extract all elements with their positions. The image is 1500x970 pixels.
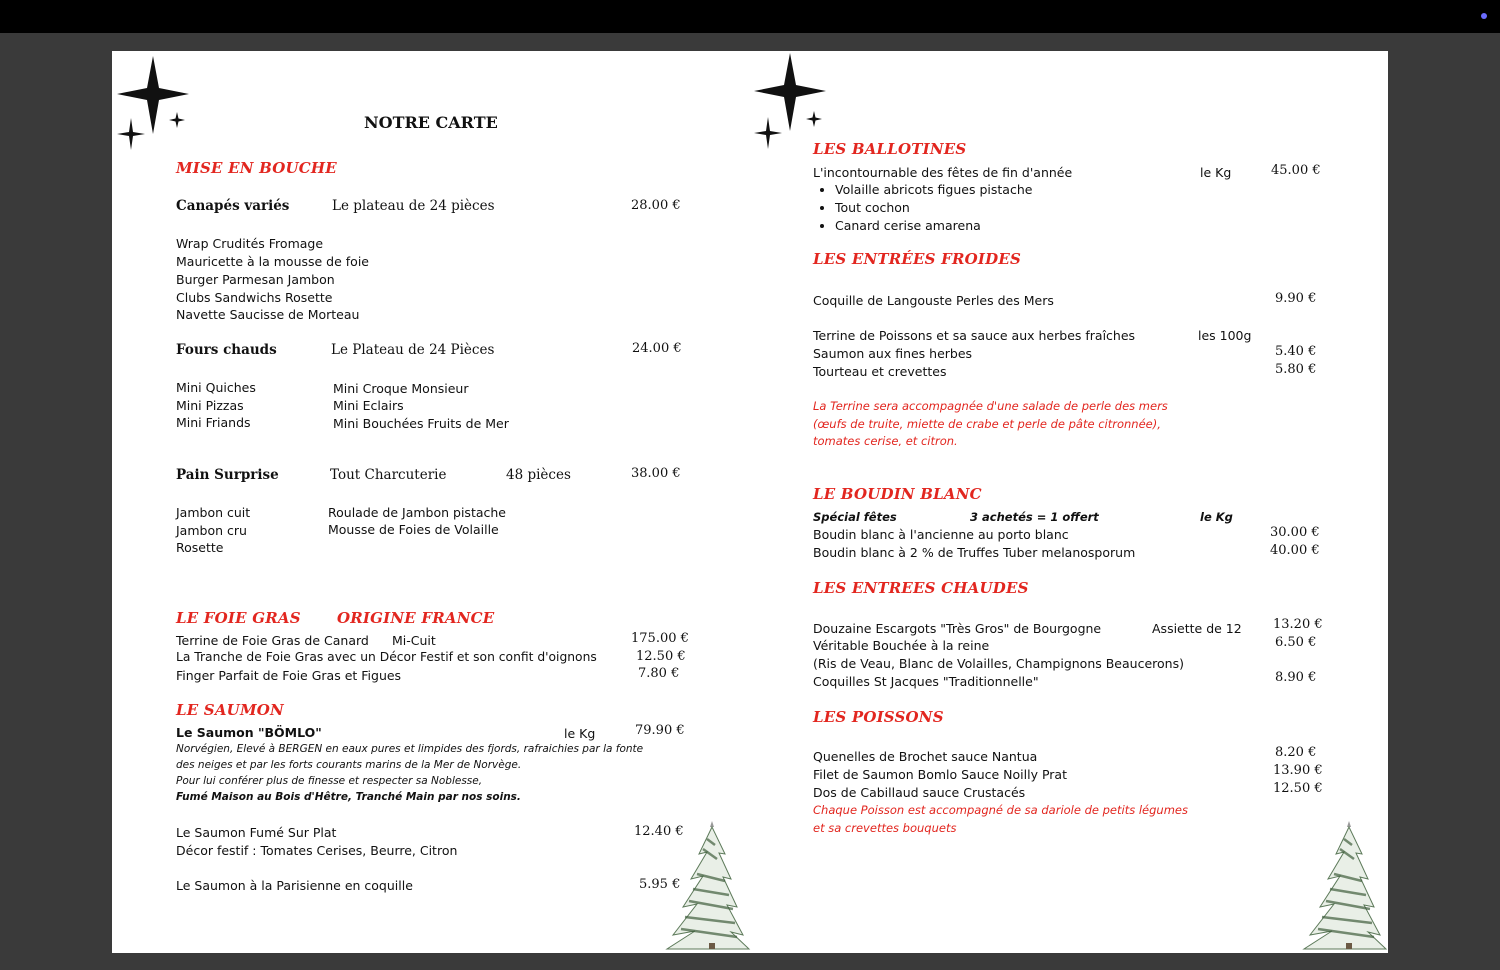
section-heading-mise-en-bouche: MISE EN BOUCHE [176,159,337,177]
bouchee-detail: (Ris de Veau, Blanc de Volailles, Champignons Beaucerons) [813,656,1184,671]
bomlo-desc: Norvégien, Elevé à BERGEN en eaux pures et limpides des fjords, rafraichies par la fonte [176,743,644,755]
fours-desc: Le Plateau de 24 Pièces [331,342,495,358]
canapes-item: Mauricette à la mousse de foie [176,254,369,269]
fours-price: 24.00 € [632,341,682,356]
coquilles-name: Coquilles St Jacques "Traditionnelle" [813,674,1039,689]
bouchee-price: 6.50 € [1275,635,1317,650]
canapes-item: Clubs Sandwichs Rosette [176,290,333,305]
canapes-item: Burger Parmesan Jambon [176,272,335,287]
pain-item: Mousse de Foies de Volaille [328,522,499,537]
ballotine-name: L'incontournable des fêtes de fin d'année [813,165,1073,180]
section-heading-foie-gras: LE FOIE GRAS [176,609,301,627]
pain-item: Jambon cuit [176,505,251,520]
terrine-name: Terrine de Poissons et sa sauce aux herbes fraîches [813,328,1136,343]
pain-item: Jambon cru [176,523,247,538]
bomlo-desc-bold: Fumé Maison au Bois d'Hêtre, Tranché Main par nos soins. [176,791,521,803]
foie-gras-item: Finger Parfait de Foie Gras et Figues [176,668,402,683]
ballotine-price: 45.00 € [1271,163,1321,178]
christmas-tree-icon [1274,819,1388,951]
saumon-parisienne-price: 5.95 € [639,877,681,892]
pain-desc: Tout Charcuterie [330,467,447,483]
fours-item: Mini Pizzas [176,398,244,413]
section-heading-poissons: LES POISSONS [813,708,944,726]
page-title: NOTRE CARTE [364,113,498,132]
tourteau-price: 5.80 € [1275,362,1317,377]
fours-name: Fours chauds [176,342,277,358]
saumon-herbes-price: 5.40 € [1275,344,1317,359]
boudin-offer: 3 achetés = 1 offert [970,510,1099,524]
poisson-item: Filet de Saumon Bomlo Sauce Noilly Prat [813,767,1067,782]
coquilles-price: 8.90 € [1275,670,1317,685]
fours-item: Mini Eclairs [333,398,404,413]
sparkle-stars-icon [117,56,197,151]
pain-price: 38.00 € [631,466,681,481]
escargots-extra: Assiette de 12 [1152,621,1242,636]
poisson-note: et sa crevettes bouquets [813,821,957,835]
boudin-price: 30.00 € [1270,525,1320,540]
saumon-herbes-name: Saumon aux fines herbes [813,346,973,361]
section-heading-boudin: LE BOUDIN BLANC [813,485,982,503]
escargots-name: Douzaine Escargots "Très Gros" de Bourgogne [813,621,1102,636]
terrine-note: tomates cerise, et citron. [813,434,958,446]
foie-gras-origin: ORIGINE FRANCE [337,609,495,627]
list-item: • Volaille abricots figues pistache [835,181,1032,199]
terrine-unit: les 100g [1198,328,1252,343]
boudin-special: Spécial fêtes [813,510,897,524]
boudin-unit: le Kg [1200,510,1233,524]
bomlo-price: 79.90 € [635,723,685,738]
fours-item: Mini Friands [176,415,251,430]
tourteau-name: Tourteau et crevettes [813,364,947,379]
boudin-item: Boudin blanc à l'ancienne au porto blanc [813,527,1069,542]
canapes-price: 28.00 € [631,198,681,213]
poisson-price: 8.20 € [1275,745,1317,760]
coquille-price: 9.90 € [1275,291,1317,306]
saumon-fume-decor: Décor festif : Tomates Cerises, Beurre, Citron [176,843,458,858]
poisson-price: 12.50 € [1273,781,1323,796]
section-heading-ballotines: LES BALLOTINES [813,140,967,158]
bouchee-name: Véritable Bouchée à la reine [813,638,990,653]
sparkle-stars-icon [754,51,834,151]
poisson-item: Quenelles de Brochet sauce Nantua [813,749,1038,764]
coquille-name: Coquille de Langouste Perles des Mers [813,293,1054,308]
foie-gras-item: La Tranche de Foie Gras avec un Décor Festif et son confit d'oignons [176,650,597,664]
poisson-note: Chaque Poisson est accompagné de sa dariole de petits légumes [813,803,1188,817]
fours-item: Mini Quiches [176,380,256,395]
escargots-price: 13.20 € [1273,617,1323,632]
canapes-name: Canapés variés [176,198,290,214]
saumon-fume-price: 12.40 € [634,824,684,839]
saumon-parisienne-name: Le Saumon à la Parisienne en coquille [176,878,413,893]
foie-gras-price: 175.00 € [631,631,689,646]
ballotine-variants [815,181,1032,235]
bomlo-unit: le Kg [564,726,596,741]
boudin-item: Boudin blanc à 2 % de Truffes Tuber melanosporum [813,545,1136,560]
fours-item: Mini Bouchées Fruits de Mer [333,416,509,431]
menu-page [112,51,1388,953]
pain-item: Roulade de Jambon pistache [328,505,506,520]
pain-name: Pain Surprise [176,467,279,483]
foie-gras-price: 7.80 € [638,666,680,681]
foie-gras-extra: Mi-Cuit [392,633,436,648]
terrine-note: La Terrine sera accompagnée d'une salade de perle des mers [813,399,1168,413]
section-heading-entrees-froides: LES ENTRÉES FROIDES [813,250,1021,268]
canapes-item: Navette Saucisse de Morteau [176,307,360,322]
bomlo-desc: Pour lui conférer plus de finesse et respecter sa Noblesse, [176,775,483,787]
boudin-price: 40.00 € [1270,543,1320,558]
viewer-top-bar [0,0,1500,33]
saumon-fume-name: Le Saumon Fumé Sur Plat [176,825,337,840]
ballotine-unit: le Kg [1200,165,1232,180]
foie-gras-item: Terrine de Foie Gras de Canard [176,633,369,648]
poisson-item: Dos de Cabillaud sauce Crustacés [813,785,1026,800]
status-dot[interactable] [1481,13,1487,19]
canapes-item: Wrap Crudités Fromage [176,236,324,251]
pain-item: Rosette [176,540,224,555]
foie-gras-price: 12.50 € [636,649,686,664]
section-heading-entrees-chaudes: LES ENTREES CHAUDES [813,579,1029,597]
list-item: • Canard cerise amarena [835,217,1032,235]
pain-qty: 48 pièces [506,467,571,483]
bomlo-desc: des neiges et par les forts courants marins de la Mer de Norvège. [176,759,522,771]
section-heading-saumon: LE SAUMON [176,701,284,719]
terrine-note: (œufs de truite, miette de crabe et perle de pâte citronnée), [813,417,1161,431]
fours-item: Mini Croque Monsieur [333,381,469,396]
poisson-price: 13.90 € [1273,763,1323,778]
canapes-desc: Le plateau de 24 pièces [332,198,495,214]
list-item: • Tout cochon [835,199,1032,217]
bomlo-name: Le Saumon "BÖMLO" [176,725,322,740]
